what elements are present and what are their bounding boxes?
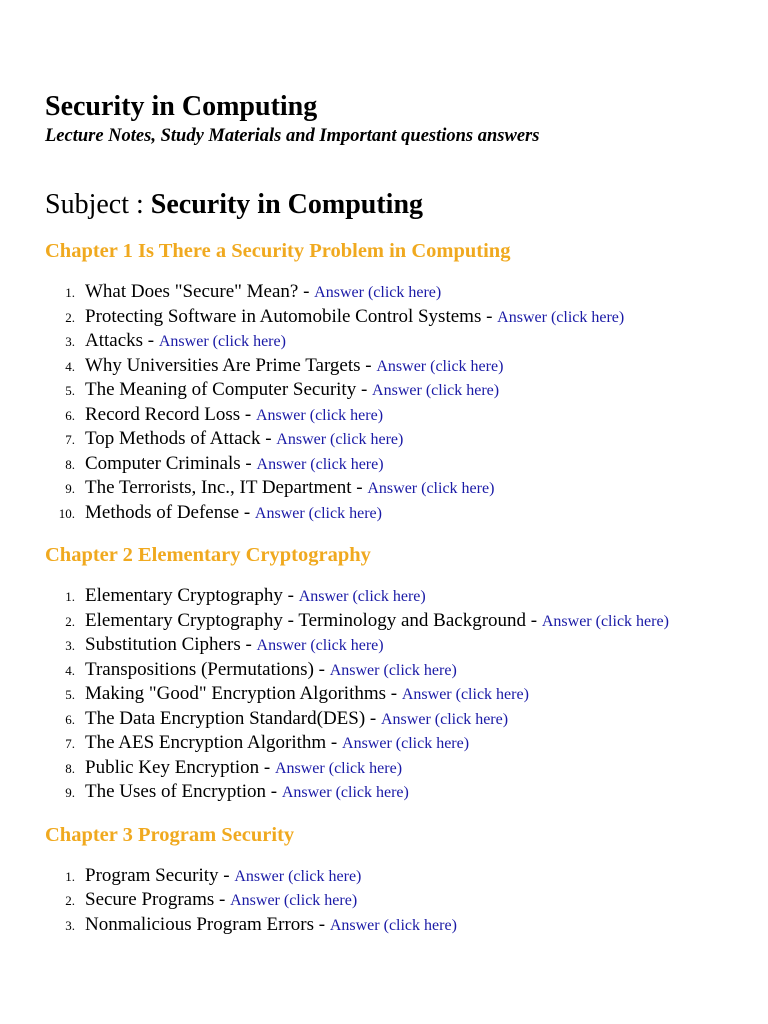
page-subtitle: Lecture Notes, Study Materials and Important questions answers xyxy=(45,126,540,146)
list-item xyxy=(45,731,735,756)
item-number: 3. xyxy=(65,917,75,933)
answer-link[interactable]: Answer (click here) xyxy=(281,784,409,801)
item-number: 7. xyxy=(65,432,75,447)
item-text: Substitution Ciphers - xyxy=(85,634,257,655)
list-item xyxy=(45,756,735,781)
answer-link[interactable]: Answer (click here) xyxy=(342,735,470,752)
item-text: Elementary Cryptography - xyxy=(85,585,299,606)
answer-link[interactable]: Answer (click here) xyxy=(256,455,384,473)
list-item xyxy=(45,780,735,805)
item-text: Attacks - xyxy=(85,330,159,351)
answer-link[interactable]: Answer (click here) xyxy=(381,710,509,728)
item-text: Secure Programs - xyxy=(85,889,231,910)
answer-link[interactable]: Answer (click here) xyxy=(541,612,669,630)
answer-link[interactable]: Answer (click here) xyxy=(329,661,457,679)
list-item xyxy=(45,354,735,379)
item-number: 5. xyxy=(65,687,75,702)
item-text: The Uses of Encryption - xyxy=(85,781,282,802)
item-text: The Meaning of Computer Security - xyxy=(85,379,373,400)
subject-name: Security in Computing xyxy=(150,189,424,220)
list-item xyxy=(45,633,735,658)
answer-link[interactable]: Answer (click here) xyxy=(372,382,500,399)
answer-link[interactable]: Answer (click here) xyxy=(376,357,504,375)
item-text: The AES Encryption Algorithm - xyxy=(85,732,343,753)
list-item xyxy=(45,378,735,403)
item-number: 9. xyxy=(65,785,75,800)
list-item xyxy=(45,305,735,330)
list-item xyxy=(45,682,735,707)
answer-link[interactable]: Answer (click here) xyxy=(314,284,442,301)
item-text: Transpositions (Permutations) - xyxy=(85,658,330,680)
list-item xyxy=(45,609,735,634)
item-text: What Does "Secure" Mean? - xyxy=(85,281,315,302)
list-item xyxy=(45,864,735,889)
item-number: 1. xyxy=(65,285,75,300)
list-item xyxy=(45,329,735,354)
answer-link[interactable]: Answer (click here) xyxy=(401,686,529,703)
answer-link[interactable]: Answer (click here) xyxy=(276,431,404,448)
chapter-2-heading: Chapter 2 Elementary Cryptography xyxy=(45,544,371,566)
item-number: 4. xyxy=(65,662,75,678)
item-number: 1. xyxy=(65,589,75,604)
item-text: Public Key Encryption - xyxy=(85,756,275,778)
item-text: The Data Encryption Standard(DES) - xyxy=(85,707,381,729)
list-item xyxy=(45,403,735,428)
list-item xyxy=(45,476,735,501)
item-text: Nonmalicious Program Errors - xyxy=(85,913,330,935)
answer-link[interactable]: Answer (click here) xyxy=(234,867,362,885)
document-page xyxy=(45,90,735,937)
item-number: 6. xyxy=(65,407,75,423)
item-number: 7. xyxy=(65,736,75,751)
item-number: 1. xyxy=(65,868,75,884)
answer-link[interactable]: Answer (click here) xyxy=(255,406,384,424)
answer-link[interactable]: Answer (click here) xyxy=(274,759,403,777)
item-number: 6. xyxy=(65,711,75,727)
item-number: 10. xyxy=(58,505,75,521)
chapter-3-list xyxy=(45,864,735,938)
item-text: Why Universities Are Prime Targets - xyxy=(85,354,377,376)
item-text: The Terrorists, Inc., IT Department - xyxy=(85,477,368,498)
item-text: Making "Good" Encryption Algorithms - xyxy=(85,683,402,704)
subject-heading xyxy=(45,188,735,222)
list-item xyxy=(45,707,735,732)
item-number: 8. xyxy=(65,456,75,472)
item-number: 9. xyxy=(65,481,75,496)
answer-link[interactable]: Answer (click here) xyxy=(158,333,286,350)
list-item xyxy=(45,427,735,452)
list-item xyxy=(45,913,735,938)
item-number: 3. xyxy=(65,334,75,349)
chapter-1-heading: Chapter 1 Is There a Security Problem in Computing xyxy=(45,240,511,262)
page-title: Security in Computing xyxy=(45,91,318,122)
item-number: 8. xyxy=(65,760,75,776)
list-item xyxy=(45,888,735,913)
item-text: Protecting Software in Automobile Control Systems - xyxy=(85,305,498,327)
chapter-2-list xyxy=(45,584,735,805)
list-item xyxy=(45,280,735,305)
item-number: 2. xyxy=(65,893,75,908)
list-item xyxy=(45,501,735,526)
answer-link[interactable]: Answer (click here) xyxy=(497,308,625,326)
item-number: 2. xyxy=(65,613,75,629)
answer-link[interactable]: Answer (click here) xyxy=(254,504,382,522)
list-item xyxy=(45,658,735,683)
item-text: Top Methods of Attack - xyxy=(85,428,277,449)
item-text: Methods of Defense - xyxy=(85,501,255,523)
item-number: 5. xyxy=(65,383,75,398)
answer-link[interactable]: Answer (click here) xyxy=(329,916,457,934)
list-item xyxy=(45,584,735,609)
subject-prefix: Subject : xyxy=(45,189,151,220)
answer-link[interactable]: Answer (click here) xyxy=(256,637,384,654)
item-number: 3. xyxy=(65,638,75,653)
chapter-1-list xyxy=(45,280,735,525)
item-text: Elementary Cryptography - Terminology and Background - xyxy=(85,609,542,631)
item-number: 4. xyxy=(65,358,75,374)
chapter-3-heading: Chapter 3 Program Security xyxy=(45,823,295,846)
item-number: 2. xyxy=(65,309,75,325)
answer-link[interactable]: Answer (click here) xyxy=(298,588,426,605)
answer-link[interactable]: Answer (click here) xyxy=(230,892,358,909)
answer-link[interactable]: Answer (click here) xyxy=(367,480,495,497)
list-item xyxy=(45,452,735,477)
item-text: Record Record Loss - xyxy=(85,403,256,425)
item-text: Program Security - xyxy=(85,864,235,886)
item-text: Computer Criminals - xyxy=(85,452,257,474)
